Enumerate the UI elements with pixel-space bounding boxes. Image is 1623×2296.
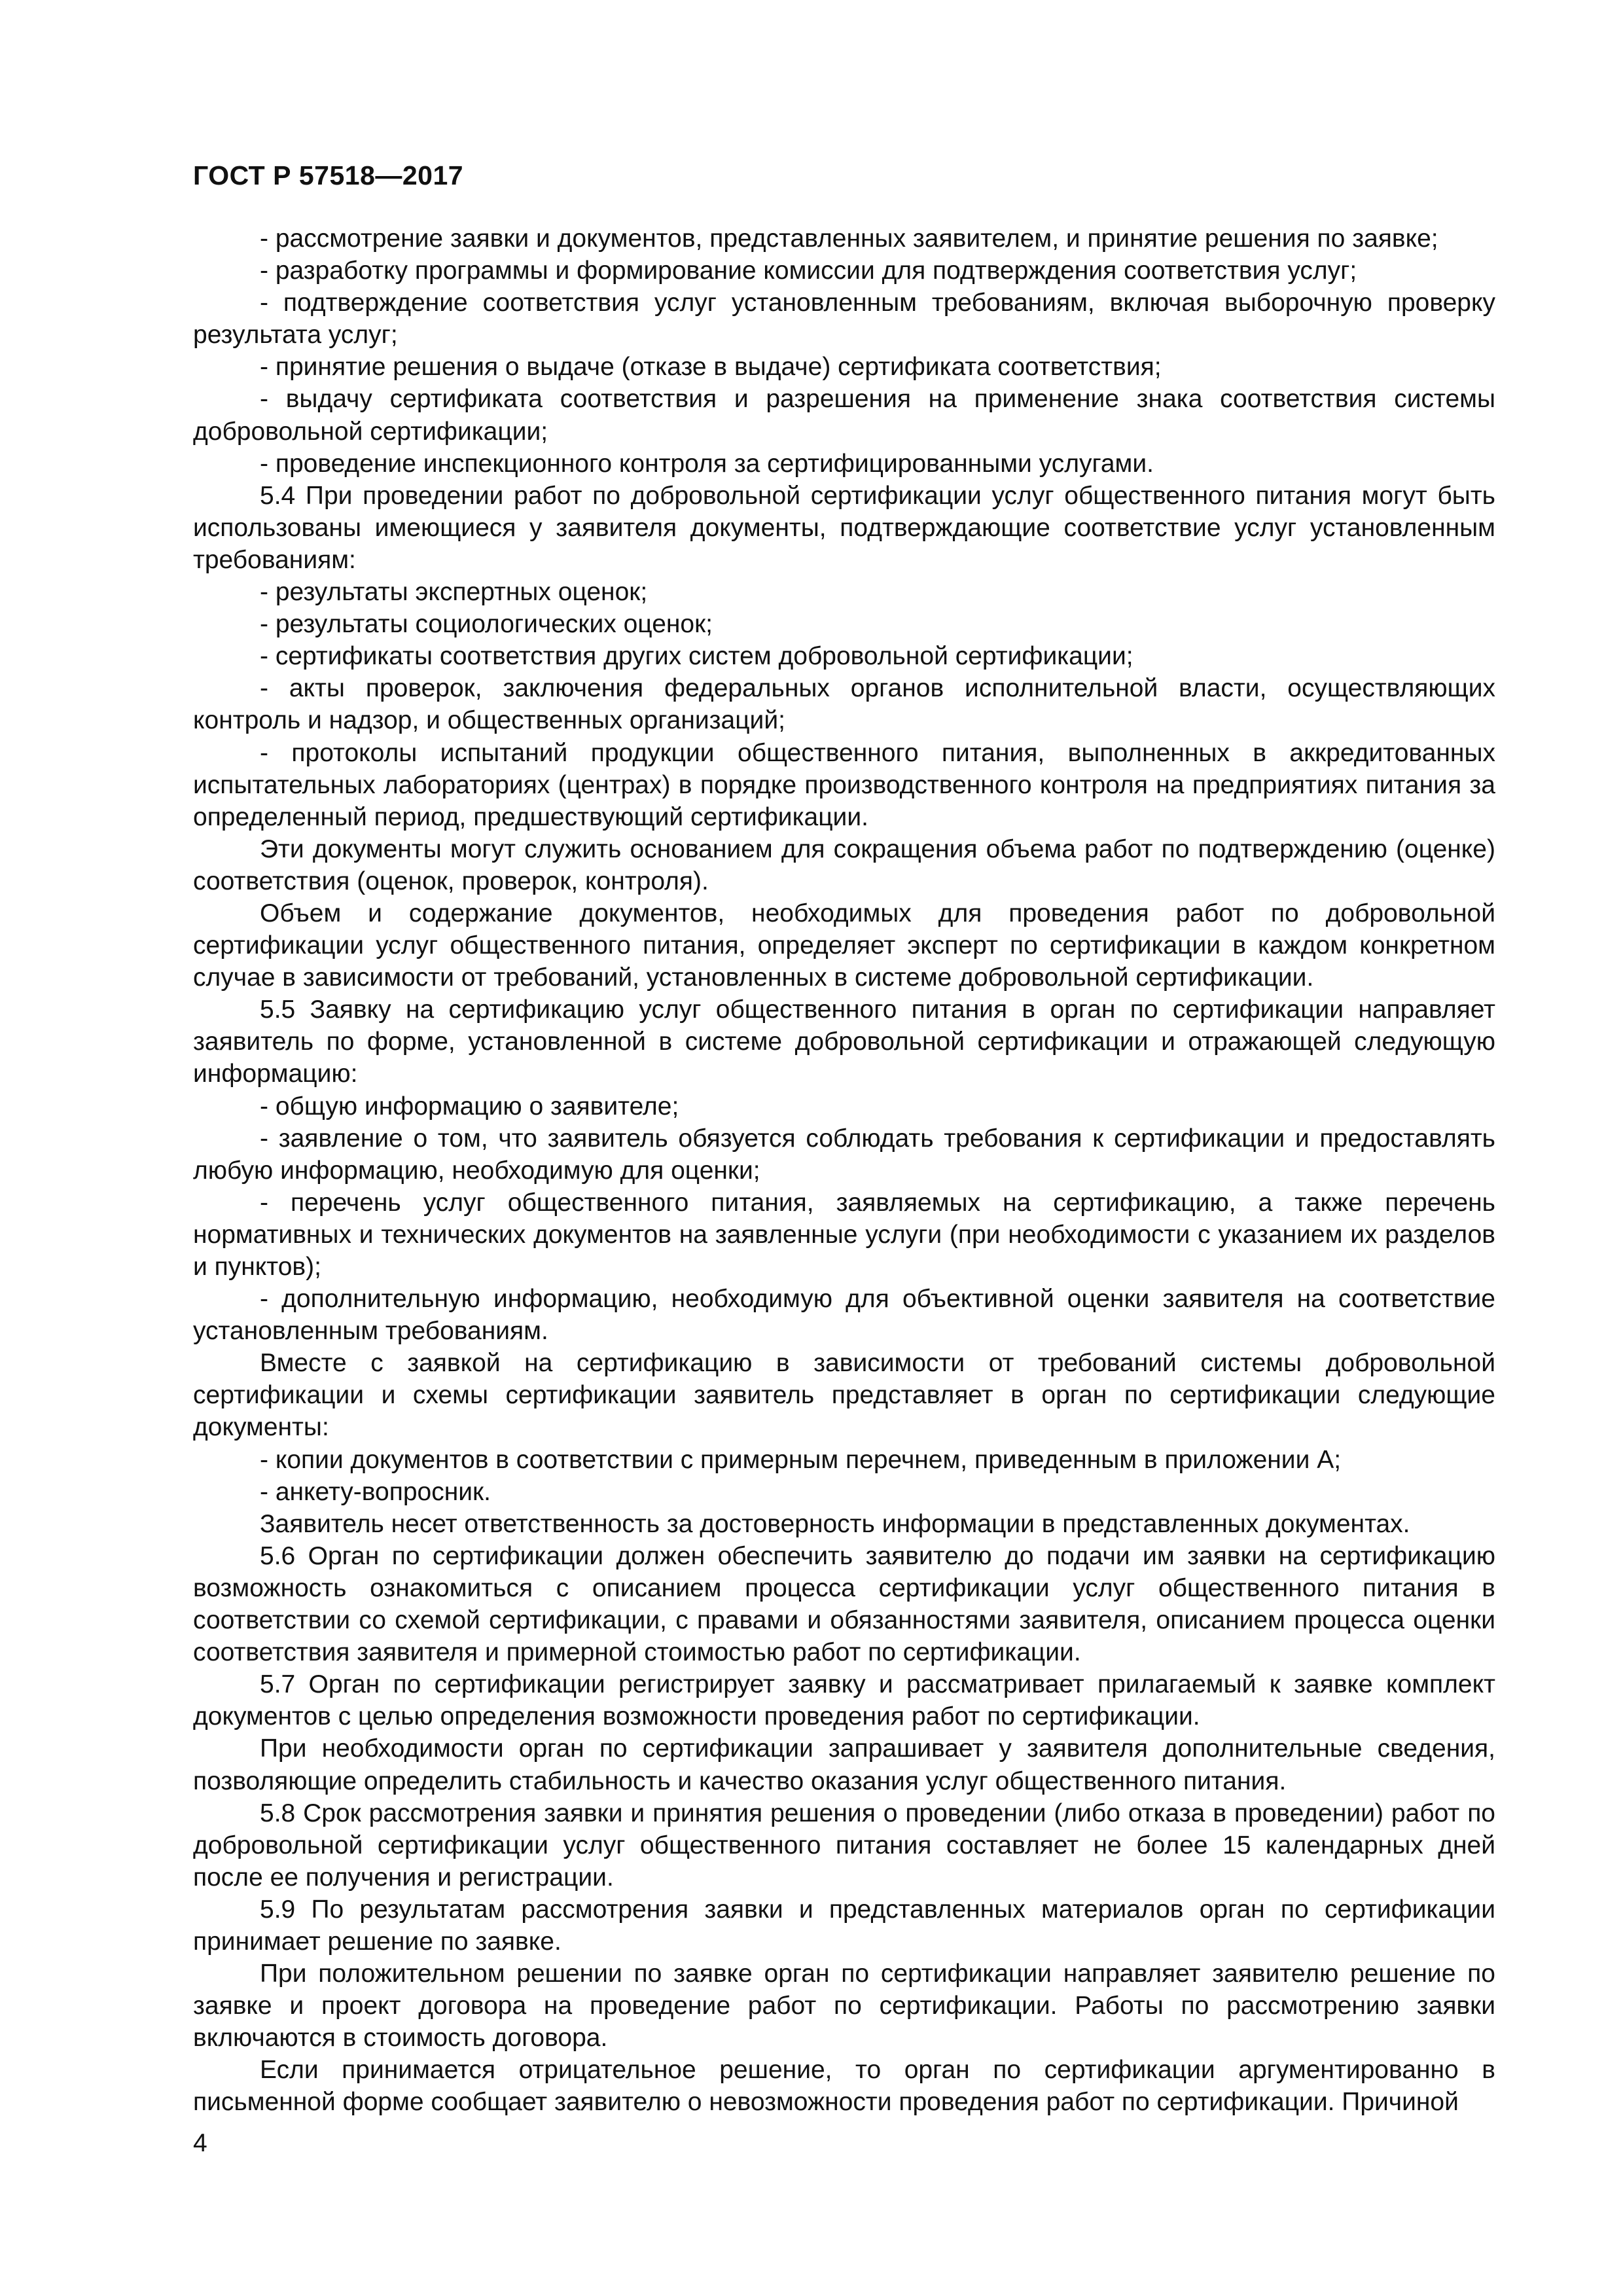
paragraph: - протоколы испытаний продукции общественного питания, выполненных в аккредитованных испытательных лабораториях (центрах) в порядке производственного контроля на предприятиях питания за определенный период, предшествующий сертификации. — [193, 738, 1495, 831]
paragraph: При необходимости орган по сертификации запрашивает у заявителя дополнительные сведения, позволяющие определить стабильность и качество оказания услуг общественного питания. — [193, 1734, 1495, 1795]
page-number: 4 — [193, 2129, 207, 2157]
paragraph: - перечень услуг общественного питания, заявляемых на сертификацию, а также перечень нормативных и технических документов на заявленные услуги (при необходимости с указанием их разделов и пунктов); — [193, 1188, 1495, 1281]
paragraph: - принятие решения о выдаче (отказе в выдаче) сертификата соответствия; — [260, 353, 1162, 382]
paragraph: 5.8 Срок рассмотрения заявки и принятия решения о проведении (либо отказа в проведении) работ по добровольной сертификации услуг общественного питания составляет не более 15 календарных дней после ее получения и регистрации. — [193, 1799, 1495, 1892]
paragraph: - акты проверок, заключения федеральных органов исполнительной власти, осуществляющих контроль и надзор, и общественных организаций; — [193, 674, 1495, 735]
paragraph: Вместе с заявкой на сертификацию в зависимости от требований системы добровольной сертификации и схемы сертификации заявитель представляет в орган по сертификации следующие документы: — [193, 1349, 1495, 1442]
paragraph: - анкету-вопросник. — [260, 1477, 491, 1506]
paragraph: Заявитель несет ответственность за достоверность информации в представленных документах. — [260, 1509, 1410, 1538]
paragraph: - сертификаты соответствия других систем добровольной сертификации; — [260, 642, 1133, 671]
paragraph: - подтверждение соответствия услуг установленным требованиям, включая выборочную проверку результата услуг; — [193, 289, 1495, 350]
paragraph: - результаты экспертных оценок; — [260, 578, 648, 607]
paragraph: - разработку программы и формирование комиссии для подтверждения соответствия услуг; — [260, 257, 1357, 285]
paragraph: Если принимается отрицательное решение, то орган по сертификации аргументированно в письменной форме сообщает заявителю о невозможности проведения работ по сертификации. Причиной — [193, 2056, 1495, 2117]
paragraph: 5.5 Заявку на сертификацию услуг общественного питания в орган по сертификации направляет заявитель по форме, установленной в системе добровольной сертификации и отражающей следующую информацию: — [193, 996, 1495, 1088]
paragraph: - результаты социологических оценок; — [260, 610, 713, 639]
paragraph: 5.4 При проведении работ по добровольной сертификации услуг общественного питания могут быть использованы имеющиеся у заявителя документы, подтверждающие соответствие услуг установленным требованиям: — [193, 481, 1495, 574]
paragraph: - выдачу сертификата соответствия и разрешения на применение знака соответствия системы добровольной сертификации; — [193, 385, 1495, 446]
paragraph: Объем и содержание документов, необходимых для проведения работ по добровольной сертификации услуг общественного питания, определяет эксперт по сертификации в каждом конкретном случае в зависимости от требований, установленных в системе добровольной сертификации. — [193, 899, 1495, 992]
paragraph: - рассмотрение заявки и документов, представленных заявителем, и принятие решения по заявке; — [260, 224, 1438, 253]
paragraph: 5.7 Орган по сертификации регистрирует заявку и рассматривает прилагаемый к заявке комплект документов с целью определения возможности проведения работ по сертификации. — [193, 1670, 1495, 1731]
paragraph: - заявление о том, что заявитель обязуется соблюдать требования к сертификации и предоставлять любую информацию, необходимую для оценки; — [193, 1124, 1495, 1185]
paragraph: - проведение инспекционного контроля за сертифицированными услугами. — [260, 449, 1154, 478]
document-header: ГОСТ Р 57518—2017 — [193, 160, 464, 190]
paragraph: - копии документов в соответствии с примерным перечнем, приведенным в приложении А; — [260, 1445, 1342, 1474]
document-body — [193, 223, 1495, 2119]
paragraph: 5.9 По результатам рассмотрения заявки и представленных материалов орган по сертификации принимает решение по заявке. — [193, 1895, 1495, 1956]
paragraph: 5.6 Орган по сертификации должен обеспечить заявителю до подачи им заявки на сертификацию возможность ознакомиться с описанием процесса сертификации услуг общественного питания в соответствии со схемой сертификации, с правами и обязанностями заявителя, описанием процесса оценки соответствия заявителя и примерной стоимостью работ по сертификации. — [193, 1541, 1495, 1667]
paragraph: - общую информацию о заявителе; — [260, 1092, 679, 1121]
paragraph: - дополнительную информацию, необходимую для объективной оценки заявителя на соответствие установленным требованиям. — [193, 1285, 1495, 1346]
paragraph: При положительном решении по заявке орган по сертификации направляет заявителю решение по заявке и проект договора на проведение работ по сертификации. Работы по рассмотрению заявки включаются в стоимость договора. — [193, 1960, 1495, 2053]
paragraph: Эти документы могут служить основанием для сокращения объема работ по подтверждению (оценке) соответствия (оценок, проверок, контроля). — [193, 834, 1495, 895]
